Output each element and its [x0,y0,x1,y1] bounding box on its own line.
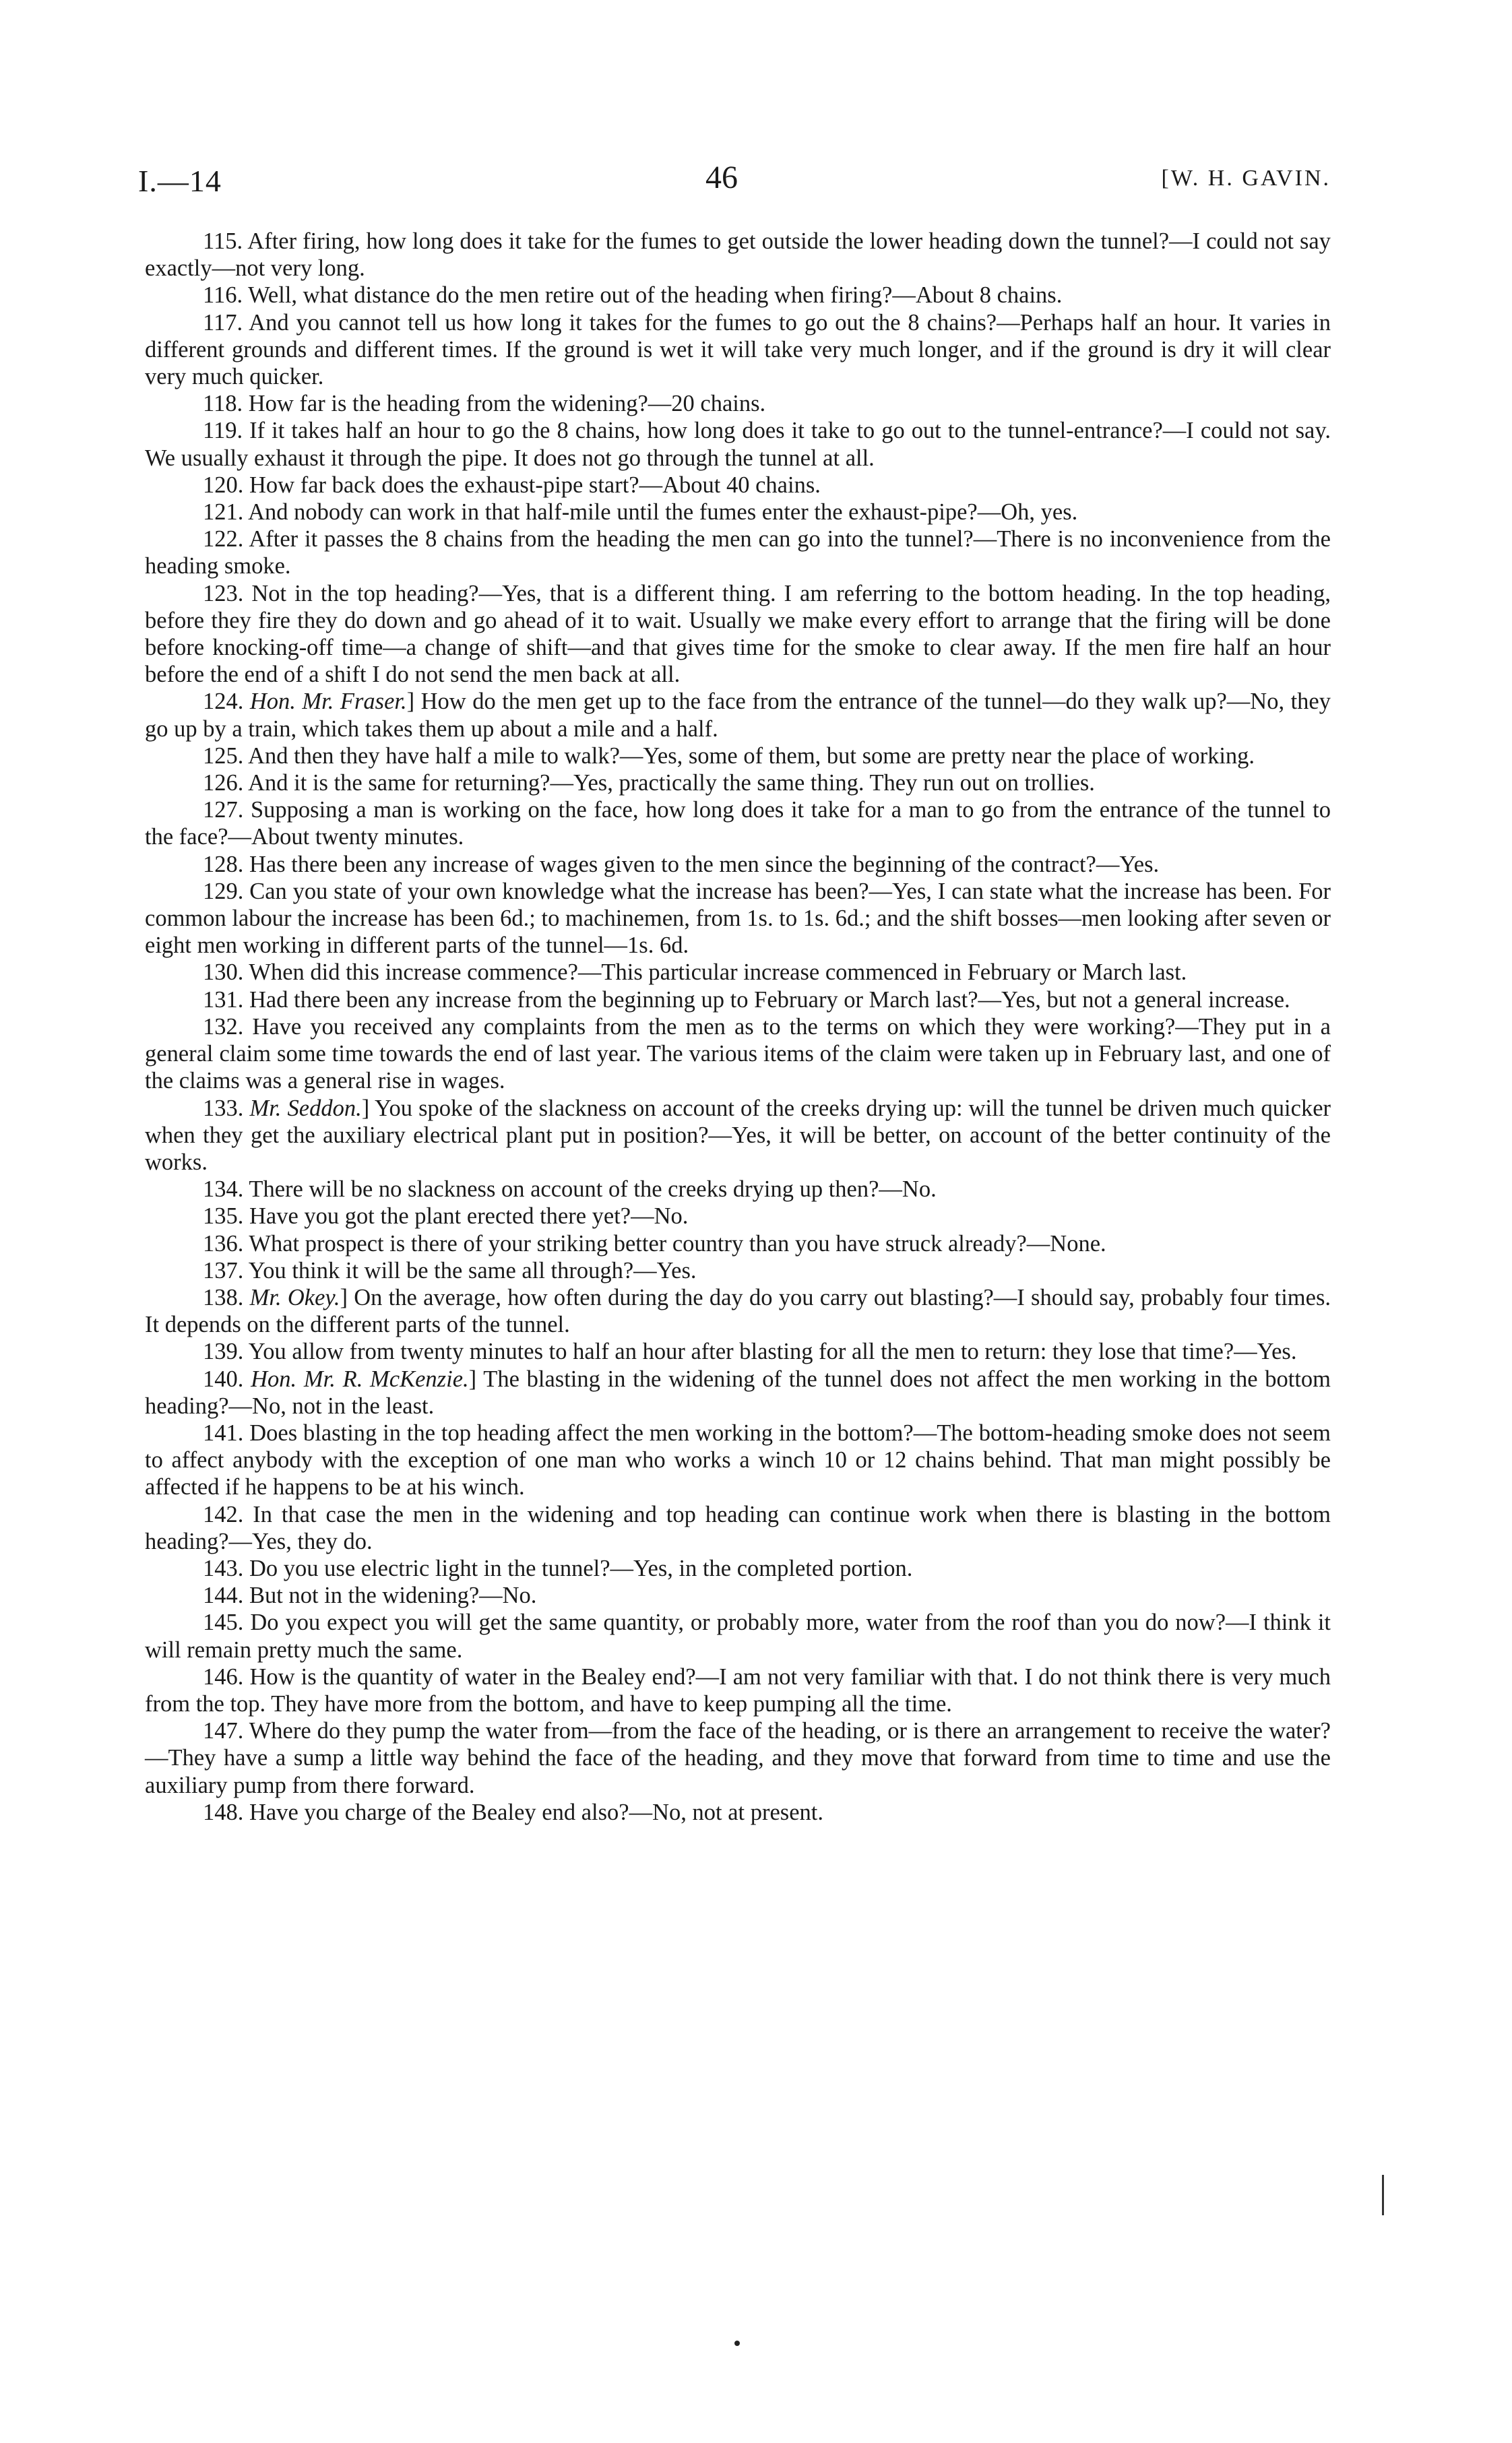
question-text: Do you use electric light in the tunnel?—Yes, in the completed portion. [249,1555,913,1581]
testimony-paragraph [145,1501,1331,1555]
question-text: Can you state of your own knowledge what the increase has been?—Yes, I can state what the increase has been. For common labour the increase has been 6d.; to machinemen, from 1s. to 1s. 6d.; and the shift bosses—men looking after seven or eight men working in different parts of the tunnel—1s. 6d. [145,878,1331,959]
question-number: 137. [203,1257,244,1283]
speaker-name: Mr. Seddon. [249,1095,362,1121]
question-text: What prospect is there of your striking better country than you have struck already?—None. [249,1230,1106,1257]
testimony-paragraph [145,1582,1331,1609]
question-text: How do the men get up to the face from the entrance of the tunnel—do they walk up?—No, they go up by a train, which takes them up about a mile and a half. [145,689,1331,742]
question-text: Has there been any increase of wages given to the men since the beginning of the contract?—Yes. [249,851,1160,877]
question-number: 116. [203,282,243,309]
testimony-paragraph: 140. Hon. Mr. R. McKenzie.] The blasting in the widening of the tunnel does not affect the men working in the bottom heading?—No, not in the least. [145,1366,1331,1419]
testimony-paragraph [145,1338,1331,1365]
question-number: 132. [203,1013,244,1040]
page-number: 46 [705,160,738,195]
testimony-paragraph: 124. Hon. Mr. Fraser.] How do the men get up to the face from the entrance of the tunnel—do they walk up?—No, they go up by a train, which takes them up about a mile and a half. [145,689,1331,742]
document-reference: I.—14 [138,164,222,198]
question-number: 121. [203,499,244,526]
testimony-paragraph [145,309,1331,391]
testimony-paragraph [145,1013,1331,1095]
testimony-paragraph [145,878,1331,959]
question-text: On the average, how often during the day do you carry out blasting?—I should say, probably four times. It depends on the different parts of the tunnel. [145,1284,1331,1338]
testimony-paragraph [145,1230,1331,1257]
question-text: After firing, how long does it take for the fumes to get outside the lower heading down the tunnel?—I could not say exactly—not very long. [145,228,1331,282]
question-number: 123. [203,580,244,606]
testimony-paragraph [145,1799,1331,1826]
question-number: 129. [203,878,244,904]
question-number: 145. [203,1610,244,1636]
question-number: 142. [203,1501,244,1527]
question-number: 148. [203,1799,244,1825]
testimony-paragraph: 133. Mr. Seddon.] You spoke of the slackness on account of the creeks drying up: will the tunnel be driven much quicker when they get the auxiliary electrical plant put in position?—Yes, it will be better, on account of the better continuity of the works. [145,1095,1331,1175]
question-number: 125. [203,742,244,769]
testimony-paragraph [145,580,1331,689]
question-number: 139. [203,1339,244,1365]
testimony-paragraph [145,228,1331,282]
question-number: 144. [203,1583,244,1609]
question-text: How far is the heading from the widening?—20 chains. [248,391,766,417]
testimony-paragraph [145,986,1331,1013]
speaker-name: Mr. Okey. [249,1284,340,1310]
margin-mark [1382,2175,1384,2215]
question-number: 127. [203,797,244,823]
question-number: 146. [203,1663,244,1690]
testimony-paragraph [145,1717,1331,1799]
testimony-paragraph [145,1420,1331,1501]
testimony-paragraph [145,1176,1331,1203]
question-text: Does blasting in the top heading affect the men working in the bottom?—The bottom-heading smoke does not seem to affect anybody with the exception of one man who works a winch 10 or 12 chains behind. That man might possibly be affected if he happens to be at his winch. [145,1420,1331,1500]
testimony-paragraph [145,1257,1331,1284]
question-text: Where do they pump the water from—from the face of the heading, or is there an arrangement to receive the water?—They have a sump a little way behind the face of the heading, and they move that forward from time to time and use the auxiliary pump from there forward. [145,1718,1331,1798]
question-text: In that case the men in the widening and top heading can continue work when there is blasting in the bottom heading?—Yes, they do. [145,1501,1331,1554]
ink-dot [734,2341,740,2346]
question-text: You allow from twenty minutes to half an hour after blasting for all the men to return: they lose that time?—Yes. [248,1339,1297,1365]
question-number: 138. [203,1284,244,1310]
question-text: Do you expect you will get the same quantity, or probably more, water from the roof than you do now?—I think it will remain pretty much the same. [145,1610,1331,1663]
testimony-paragraph [145,1609,1331,1663]
testimony-paragraph [145,282,1331,309]
question-text: And nobody can work in that half-mile until the fumes enter the exhaust-pipe?—Oh, yes. [248,499,1078,526]
question-number: 126. [203,770,244,796]
witness-name: [W. H. GAVIN. [1161,166,1331,191]
question-number: 135. [203,1203,244,1230]
question-number: 131. [203,986,244,1013]
question-number: 128. [203,851,244,877]
question-number: 120. [203,472,244,498]
testimony-paragraph [145,1203,1331,1230]
question-text: Supposing a man is working on the face, how long does it take for a man to go from the entrance of the tunnel to the face?—About twenty minutes. [145,797,1331,850]
question-text: Have you charge of the Bealey end also?—No, not at present. [249,1799,823,1825]
question-text: But not in the widening?—No. [249,1583,537,1609]
testimony-paragraph [145,959,1331,986]
testimony-paragraph [145,742,1331,769]
question-text: And then they have half a mile to walk?—Yes, some of them, but some are pretty near the place of working. [248,742,1255,769]
testimony-paragraph [145,499,1331,526]
speaker-name: Hon. Mr. Fraser. [249,689,407,715]
testimony-paragraph [145,851,1331,878]
testimony-paragraph [145,472,1331,499]
question-text: The blasting in the widening of the tunnel does not affect the men working in the bottom heading?—No, not in the least. [145,1366,1331,1419]
question-text: After it passes the 8 chains from the heading the men can go into the tunnel?—There is no inconvenience from the heading smoke. [145,526,1331,579]
testimony-paragraph [145,526,1331,579]
question-number: 115. [203,228,243,254]
question-text: There will be no slackness on account of the creeks drying up then?—No. [249,1176,937,1203]
question-number: 143. [203,1555,244,1581]
question-number: 119. [203,418,243,444]
question-text: And you cannot tell us how long it takes for the fumes to go out the 8 chains?—Perhaps half an hour. It varies in different grounds and different times. If the ground is wet it will take very much longer, and if the ground is dry it will clear very much quicker. [145,309,1331,390]
question-number: 136. [203,1230,244,1257]
question-text: Well, what distance do the men retire out of the heading when firing?—About 8 chains. [248,282,1063,309]
question-text: You spoke of the slackness on account of the creeks drying up: will the tunnel be driven much quicker when they get the auxiliary electrical plant put in position?—Yes, it will be better, on account of the better continuity of the works. [145,1095,1331,1175]
question-text: Not in the top heading?—Yes, that is a different thing. I am referring to the bottom heading. In the top heading, before they fire they do down and go ahead of it to wait. Usually we make every effort to arrange that the firing will be done before knocking-off time—a change of shift—and that gives time for the smoke to clear away. If the men fire half an hour before the end of a shift I do not send the men back at all. [145,580,1331,688]
testimony-paragraph [145,1663,1331,1717]
question-number: 124. [203,689,244,715]
question-number: 122. [203,526,244,552]
speaker-name: Hon. Mr. R. McKenzie. [251,1366,469,1392]
question-number: 140. [203,1366,244,1392]
question-number: 141. [203,1420,244,1446]
question-text: You think it will be the same all through?—Yes. [248,1257,697,1283]
question-number: 117. [203,309,243,336]
question-text: How is the quantity of water in the Bealey end?—I am not very familiar with that. I do not think there is very much from the top. They have more from the bottom, and have to keep pumping all the time. [145,1663,1331,1717]
question-number: 130. [203,959,244,986]
question-text: And it is the same for returning?—Yes, practically the same thing. They run out on trollies. [248,770,1095,796]
question-number: 118. [203,391,243,417]
question-text: Have you received any complaints from the men as to the terms on which they were working?—They put in a general claim some time towards the end of last year. The various items of the claim were taken up in February last, and one of the claims was a general rise in wages. [145,1013,1331,1094]
testimony-paragraph [145,1555,1331,1582]
question-text: How far back does the exhaust-pipe start?—About 40 chains. [249,472,821,498]
testimony-paragraph [145,796,1331,850]
question-text: If it takes half an hour to go the 8 chains, how long does it take to go out to the tunnel-entrance?—I could not say. We usually exhaust it through the pipe. It does not go through the tunnel at all. [145,418,1331,471]
testimony-paragraph [145,417,1331,471]
question-text: Have you got the plant erected there yet?—No. [249,1203,689,1230]
question-number: 133. [203,1095,244,1121]
question-number: 147. [203,1718,244,1744]
question-text: Had there been any increase from the beginning up to February or March last?—Yes, but not a general increase. [249,986,1290,1013]
testimony-paragraph [145,390,1331,417]
question-number: 134. [203,1176,244,1203]
testimony-body [145,228,1331,1826]
question-text: When did this increase commence?—This particular increase commenced in February or March last. [249,959,1187,986]
testimony-paragraph: 138. Mr. Okey.] On the average, how often during the day do you carry out blasting?—I should say, probably four times. It depends on the different parts of the tunnel. [145,1284,1331,1338]
testimony-paragraph [145,769,1331,796]
page-header [138,160,1331,210]
